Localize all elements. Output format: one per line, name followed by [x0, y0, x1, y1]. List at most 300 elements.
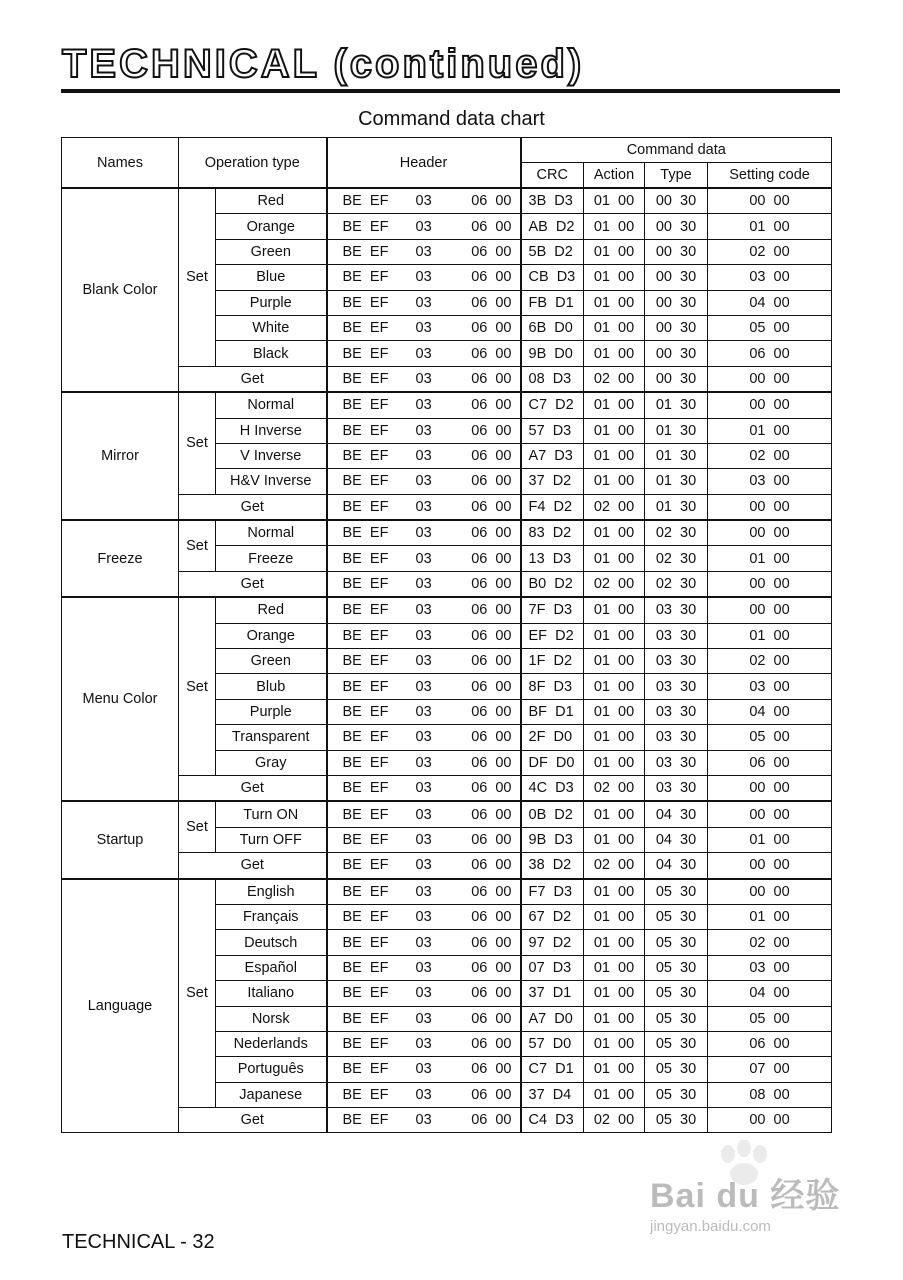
type-value: 00 30 — [645, 290, 708, 315]
header-byte-2: 03 — [410, 265, 450, 290]
type-value: 03 30 — [645, 597, 708, 623]
header-byte-2: 03 — [410, 520, 450, 546]
header-byte-2: 03 — [410, 1108, 450, 1133]
header-byte-3: 06 00 — [450, 904, 521, 929]
header-byte-3: 06 00 — [450, 801, 521, 827]
setting-code-value: 07 00 — [708, 1057, 832, 1082]
header-byte-1: BE EF — [327, 443, 410, 468]
type-value: 03 30 — [645, 623, 708, 648]
crc-value: 07 D3 — [521, 955, 584, 980]
operation-value: Gray — [216, 750, 327, 775]
group-name: Startup — [62, 801, 179, 878]
type-value: 02 30 — [645, 520, 708, 546]
action-value: 01 00 — [584, 546, 645, 571]
table-row — [62, 597, 832, 623]
crc-value: 6B D0 — [521, 315, 584, 340]
operation-value: V Inverse — [216, 443, 327, 468]
group-name: Blank Color — [62, 188, 179, 392]
action-value: 01 00 — [584, 1006, 645, 1031]
type-value: 03 30 — [645, 649, 708, 674]
header-byte-2: 03 — [410, 649, 450, 674]
watermark-url: jingyan.baidu.com — [650, 1218, 771, 1235]
setting-code-value: 00 00 — [708, 879, 832, 905]
crc-value: 0B D2 — [521, 801, 584, 827]
setting-code-value: 06 00 — [708, 341, 832, 366]
header-byte-1: BE EF — [327, 1108, 410, 1133]
operation-get-label: Get — [179, 853, 327, 879]
crc-value: 37 D4 — [521, 1082, 584, 1107]
crc-value: 1F D2 — [521, 649, 584, 674]
header-byte-3: 06 00 — [450, 674, 521, 699]
setting-code-value: 00 00 — [708, 392, 832, 418]
type-value: 05 30 — [645, 981, 708, 1006]
operation-value: English — [216, 879, 327, 905]
action-value: 01 00 — [584, 623, 645, 648]
type-value: 05 30 — [645, 1006, 708, 1031]
action-value: 01 00 — [584, 265, 645, 290]
header-byte-2: 03 — [410, 597, 450, 623]
header-byte-3: 06 00 — [450, 1108, 521, 1133]
header-byte-2: 03 — [410, 725, 450, 750]
header-byte-3: 06 00 — [450, 571, 521, 597]
header-byte-2: 03 — [410, 853, 450, 879]
action-value: 01 00 — [584, 981, 645, 1006]
setting-code-value: 04 00 — [708, 981, 832, 1006]
setting-code-value: 03 00 — [708, 955, 832, 980]
header-byte-1: BE EF — [327, 1006, 410, 1031]
operation-value: H Inverse — [216, 418, 327, 443]
action-value: 01 00 — [584, 1082, 645, 1107]
header-byte-2: 03 — [410, 623, 450, 648]
header-byte-3: 06 00 — [450, 214, 521, 239]
setting-code-value: 03 00 — [708, 469, 832, 494]
operation-value: Red — [216, 597, 327, 623]
operation-value: Orange — [216, 623, 327, 648]
table-row — [62, 879, 832, 905]
setting-code-value: 00 00 — [708, 801, 832, 827]
setting-code-value: 04 00 — [708, 699, 832, 724]
setting-code-value: 00 00 — [708, 366, 832, 392]
setting-code-value: 00 00 — [708, 494, 832, 520]
header-byte-1: BE EF — [327, 879, 410, 905]
type-value: 00 30 — [645, 265, 708, 290]
action-value: 01 00 — [584, 469, 645, 494]
operation-value: Normal — [216, 520, 327, 546]
operation-value: Green — [216, 649, 327, 674]
header-byte-1: BE EF — [327, 571, 410, 597]
operation-value: Normal — [216, 392, 327, 418]
header-byte-2: 03 — [410, 443, 450, 468]
header-byte-1: BE EF — [327, 853, 410, 879]
header-byte-2: 03 — [410, 546, 450, 571]
crc-value: 38 D2 — [521, 853, 584, 879]
header-byte-3: 06 00 — [450, 649, 521, 674]
setting-code-value: 00 00 — [708, 853, 832, 879]
setting-code-value: 01 00 — [708, 546, 832, 571]
header-command-data: Command data — [521, 138, 832, 163]
header-byte-2: 03 — [410, 290, 450, 315]
crc-value: BF D1 — [521, 699, 584, 724]
action-value: 01 00 — [584, 392, 645, 418]
header-byte-2: 03 — [410, 699, 450, 724]
crc-value: C4 D3 — [521, 1108, 584, 1133]
crc-value: 57 D3 — [521, 418, 584, 443]
header-byte-3: 06 00 — [450, 520, 521, 546]
crc-value: CB D3 — [521, 265, 584, 290]
type-value: 03 30 — [645, 699, 708, 724]
header-byte-1: BE EF — [327, 315, 410, 340]
crc-value: 8F D3 — [521, 674, 584, 699]
type-value: 01 30 — [645, 418, 708, 443]
crc-value: C7 D1 — [521, 1057, 584, 1082]
type-value: 00 30 — [645, 239, 708, 264]
page-footer: TECHNICAL - 32 — [62, 1231, 215, 1253]
action-value: 01 00 — [584, 290, 645, 315]
header-byte-1: BE EF — [327, 1031, 410, 1056]
header-operation-type: Operation type — [179, 138, 327, 189]
header-byte-1: BE EF — [327, 623, 410, 648]
header-byte-2: 03 — [410, 315, 450, 340]
operation-value: Turn ON — [216, 801, 327, 827]
header-byte-1: BE EF — [327, 392, 410, 418]
operation-set-label: Set — [179, 801, 216, 852]
type-value: 00 30 — [645, 315, 708, 340]
header-byte-3: 06 00 — [450, 188, 521, 214]
header-byte-3: 06 00 — [450, 775, 521, 801]
header-byte-1: BE EF — [327, 750, 410, 775]
setting-code-value: 06 00 — [708, 750, 832, 775]
header-byte-3: 06 00 — [450, 418, 521, 443]
header-byte-3: 06 00 — [450, 955, 521, 980]
setting-code-value: 02 00 — [708, 930, 832, 955]
setting-code-value: 06 00 — [708, 1031, 832, 1056]
header-byte-1: BE EF — [327, 546, 410, 571]
operation-value: Italiano — [216, 981, 327, 1006]
header-names: Names — [62, 138, 179, 189]
action-value: 01 00 — [584, 239, 645, 264]
operation-get-label: Get — [179, 571, 327, 597]
action-value: 01 00 — [584, 188, 645, 214]
header-byte-3: 06 00 — [450, 392, 521, 418]
crc-value: DF D0 — [521, 750, 584, 775]
action-value: 01 00 — [584, 801, 645, 827]
header-type: Type — [645, 163, 708, 189]
header-byte-3: 06 00 — [450, 1006, 521, 1031]
action-value: 01 00 — [584, 699, 645, 724]
type-value: 05 30 — [645, 1082, 708, 1107]
header-byte-2: 03 — [410, 366, 450, 392]
setting-code-value: 05 00 — [708, 1006, 832, 1031]
setting-code-value: 01 00 — [708, 214, 832, 239]
action-value: 01 00 — [584, 520, 645, 546]
header-byte-1: BE EF — [327, 494, 410, 520]
header-byte-1: BE EF — [327, 699, 410, 724]
operation-get-label: Get — [179, 1108, 327, 1133]
crc-value: 57 D0 — [521, 1031, 584, 1056]
type-value: 00 30 — [645, 214, 708, 239]
operation-value: Deutsch — [216, 930, 327, 955]
page-title: TECHNICAL (continued) — [62, 42, 585, 86]
table-row — [62, 801, 832, 827]
header-byte-2: 03 — [410, 1031, 450, 1056]
header-byte-1: BE EF — [327, 827, 410, 852]
operation-set-label: Set — [179, 188, 216, 366]
setting-code-value: 02 00 — [708, 239, 832, 264]
action-value: 02 00 — [584, 366, 645, 392]
action-value: 02 00 — [584, 571, 645, 597]
operation-value: Turn OFF — [216, 827, 327, 852]
operation-value: White — [216, 315, 327, 340]
header-byte-2: 03 — [410, 1082, 450, 1107]
header-action: Action — [584, 163, 645, 189]
header-byte-3: 06 00 — [450, 1057, 521, 1082]
header-byte-1: BE EF — [327, 904, 410, 929]
type-value: 00 30 — [645, 341, 708, 366]
header-byte-3: 06 00 — [450, 290, 521, 315]
header-byte-1: BE EF — [327, 801, 410, 827]
header-byte-3: 06 00 — [450, 699, 521, 724]
setting-code-value: 05 00 — [708, 315, 832, 340]
action-value: 02 00 — [584, 494, 645, 520]
crc-value: 08 D3 — [521, 366, 584, 392]
header-byte-3: 06 00 — [450, 494, 521, 520]
action-value: 01 00 — [584, 443, 645, 468]
action-value: 02 00 — [584, 853, 645, 879]
crc-value: F4 D2 — [521, 494, 584, 520]
action-value: 01 00 — [584, 725, 645, 750]
type-value: 05 30 — [645, 1031, 708, 1056]
chart-title: Command data chart — [358, 108, 545, 130]
setting-code-value: 03 00 — [708, 674, 832, 699]
crc-value: 3B D3 — [521, 188, 584, 214]
header-byte-2: 03 — [410, 469, 450, 494]
action-value: 01 00 — [584, 315, 645, 340]
operation-value: Orange — [216, 214, 327, 239]
action-value: 01 00 — [584, 341, 645, 366]
operation-value: Blue — [216, 265, 327, 290]
group-name: Language — [62, 879, 179, 1133]
header-byte-3: 06 00 — [450, 1082, 521, 1107]
header-setting-code: Setting code — [708, 163, 832, 189]
header-byte-2: 03 — [410, 239, 450, 264]
header-byte-1: BE EF — [327, 341, 410, 366]
operation-value: Español — [216, 955, 327, 980]
header-byte-2: 03 — [410, 571, 450, 597]
operation-get-label: Get — [179, 366, 327, 392]
setting-code-value: 00 00 — [708, 1108, 832, 1133]
header-byte-2: 03 — [410, 827, 450, 852]
header-header: Header — [327, 138, 521, 189]
header-byte-1: BE EF — [327, 1082, 410, 1107]
header-byte-2: 03 — [410, 750, 450, 775]
header-byte-2: 03 — [410, 981, 450, 1006]
setting-code-value: 01 00 — [708, 623, 832, 648]
command-data-table — [61, 137, 832, 1133]
header-byte-3: 06 00 — [450, 879, 521, 905]
header-byte-1: BE EF — [327, 520, 410, 546]
crc-value: F7 D3 — [521, 879, 584, 905]
operation-value: Português — [216, 1057, 327, 1082]
watermark-brand: Bai du 经验 — [650, 1177, 841, 1215]
type-value: 03 30 — [645, 725, 708, 750]
header-byte-2: 03 — [410, 214, 450, 239]
header-byte-3: 06 00 — [450, 546, 521, 571]
header-byte-1: BE EF — [327, 775, 410, 801]
header-byte-2: 03 — [410, 341, 450, 366]
setting-code-value: 01 00 — [708, 904, 832, 929]
operation-value: Norsk — [216, 1006, 327, 1031]
header-byte-1: BE EF — [327, 674, 410, 699]
header-byte-2: 03 — [410, 1057, 450, 1082]
operation-value: Transparent — [216, 725, 327, 750]
operation-value: Purple — [216, 290, 327, 315]
setting-code-value: 04 00 — [708, 290, 832, 315]
crc-value: 9B D0 — [521, 341, 584, 366]
crc-value: 9B D3 — [521, 827, 584, 852]
operation-set-label: Set — [179, 520, 216, 571]
header-byte-3: 06 00 — [450, 315, 521, 340]
type-value: 05 30 — [645, 879, 708, 905]
type-value: 00 30 — [645, 188, 708, 214]
setting-code-value: 01 00 — [708, 827, 832, 852]
action-value: 01 00 — [584, 930, 645, 955]
header-byte-3: 06 00 — [450, 725, 521, 750]
operation-get-label: Get — [179, 775, 327, 801]
action-value: 01 00 — [584, 955, 645, 980]
type-value: 05 30 — [645, 904, 708, 929]
operation-value: Red — [216, 188, 327, 214]
crc-value: FB D1 — [521, 290, 584, 315]
setting-code-value: 00 00 — [708, 597, 832, 623]
header-byte-2: 03 — [410, 392, 450, 418]
crc-value: C7 D2 — [521, 392, 584, 418]
table-row — [62, 188, 832, 214]
operation-value: Green — [216, 239, 327, 264]
type-value: 02 30 — [645, 571, 708, 597]
crc-value: 7F D3 — [521, 597, 584, 623]
operation-get-label: Get — [179, 494, 327, 520]
operation-value: Purple — [216, 699, 327, 724]
header-byte-2: 03 — [410, 1006, 450, 1031]
header-byte-2: 03 — [410, 674, 450, 699]
group-name: Menu Color — [62, 597, 179, 801]
setting-code-value: 02 00 — [708, 443, 832, 468]
crc-value: 2F D0 — [521, 725, 584, 750]
action-value: 01 00 — [584, 214, 645, 239]
crc-value: 97 D2 — [521, 930, 584, 955]
header-byte-2: 03 — [410, 904, 450, 929]
operation-value: Français — [216, 904, 327, 929]
action-value: 01 00 — [584, 904, 645, 929]
operation-value: H&V Inverse — [216, 469, 327, 494]
header-byte-3: 06 00 — [450, 853, 521, 879]
operation-value: Blub — [216, 674, 327, 699]
crc-value: AB D2 — [521, 214, 584, 239]
header-byte-2: 03 — [410, 879, 450, 905]
header-byte-1: BE EF — [327, 649, 410, 674]
header-byte-1: BE EF — [327, 239, 410, 264]
crc-value: 37 D2 — [521, 469, 584, 494]
crc-value: 83 D2 — [521, 520, 584, 546]
operation-set-label: Set — [179, 879, 216, 1108]
crc-value: 37 D1 — [521, 981, 584, 1006]
type-value: 05 30 — [645, 955, 708, 980]
header-byte-3: 06 00 — [450, 750, 521, 775]
type-value: 03 30 — [645, 674, 708, 699]
header-byte-3: 06 00 — [450, 239, 521, 264]
crc-value: B0 D2 — [521, 571, 584, 597]
header-byte-1: BE EF — [327, 265, 410, 290]
crc-value: A7 D3 — [521, 443, 584, 468]
type-value: 01 30 — [645, 443, 708, 468]
type-value: 01 30 — [645, 392, 708, 418]
action-value: 01 00 — [584, 597, 645, 623]
header-byte-2: 03 — [410, 494, 450, 520]
setting-code-value: 02 00 — [708, 649, 832, 674]
header-byte-1: BE EF — [327, 955, 410, 980]
action-value: 02 00 — [584, 775, 645, 801]
header-byte-2: 03 — [410, 801, 450, 827]
type-value: 05 30 — [645, 1057, 708, 1082]
action-value: 01 00 — [584, 674, 645, 699]
crc-value: 4C D3 — [521, 775, 584, 801]
crc-value: 67 D2 — [521, 904, 584, 929]
header-byte-3: 06 00 — [450, 341, 521, 366]
crc-value: 13 D3 — [521, 546, 584, 571]
header-byte-3: 06 00 — [450, 265, 521, 290]
crc-value: EF D2 — [521, 623, 584, 648]
crc-value: 5B D2 — [521, 239, 584, 264]
header-byte-1: BE EF — [327, 214, 410, 239]
header-byte-3: 06 00 — [450, 597, 521, 623]
type-value: 05 30 — [645, 930, 708, 955]
header-byte-2: 03 — [410, 775, 450, 801]
action-value: 01 00 — [584, 1031, 645, 1056]
action-value: 01 00 — [584, 418, 645, 443]
action-value: 01 00 — [584, 1057, 645, 1082]
action-value: 01 00 — [584, 750, 645, 775]
header-byte-2: 03 — [410, 930, 450, 955]
setting-code-value: 00 00 — [708, 520, 832, 546]
title-rule — [61, 89, 840, 93]
action-value: 01 00 — [584, 649, 645, 674]
operation-value: Japanese — [216, 1082, 327, 1107]
header-byte-3: 06 00 — [450, 623, 521, 648]
setting-code-value: 00 00 — [708, 775, 832, 801]
header-byte-3: 06 00 — [450, 443, 521, 468]
action-value: 01 00 — [584, 827, 645, 852]
header-byte-1: BE EF — [327, 1057, 410, 1082]
setting-code-value: 01 00 — [708, 418, 832, 443]
header-byte-1: BE EF — [327, 725, 410, 750]
header-byte-3: 06 00 — [450, 930, 521, 955]
setting-code-value: 00 00 — [708, 571, 832, 597]
operation-value: Freeze — [216, 546, 327, 571]
type-value: 04 30 — [645, 801, 708, 827]
setting-code-value: 00 00 — [708, 188, 832, 214]
header-byte-1: BE EF — [327, 981, 410, 1006]
header-byte-1: BE EF — [327, 366, 410, 392]
header-byte-1: BE EF — [327, 188, 410, 214]
group-name: Mirror — [62, 392, 179, 520]
header-byte-1: BE EF — [327, 930, 410, 955]
type-value: 03 30 — [645, 750, 708, 775]
type-value: 04 30 — [645, 853, 708, 879]
type-value: 01 30 — [645, 494, 708, 520]
header-byte-1: BE EF — [327, 469, 410, 494]
header-byte-1: BE EF — [327, 418, 410, 443]
header-byte-3: 06 00 — [450, 1031, 521, 1056]
